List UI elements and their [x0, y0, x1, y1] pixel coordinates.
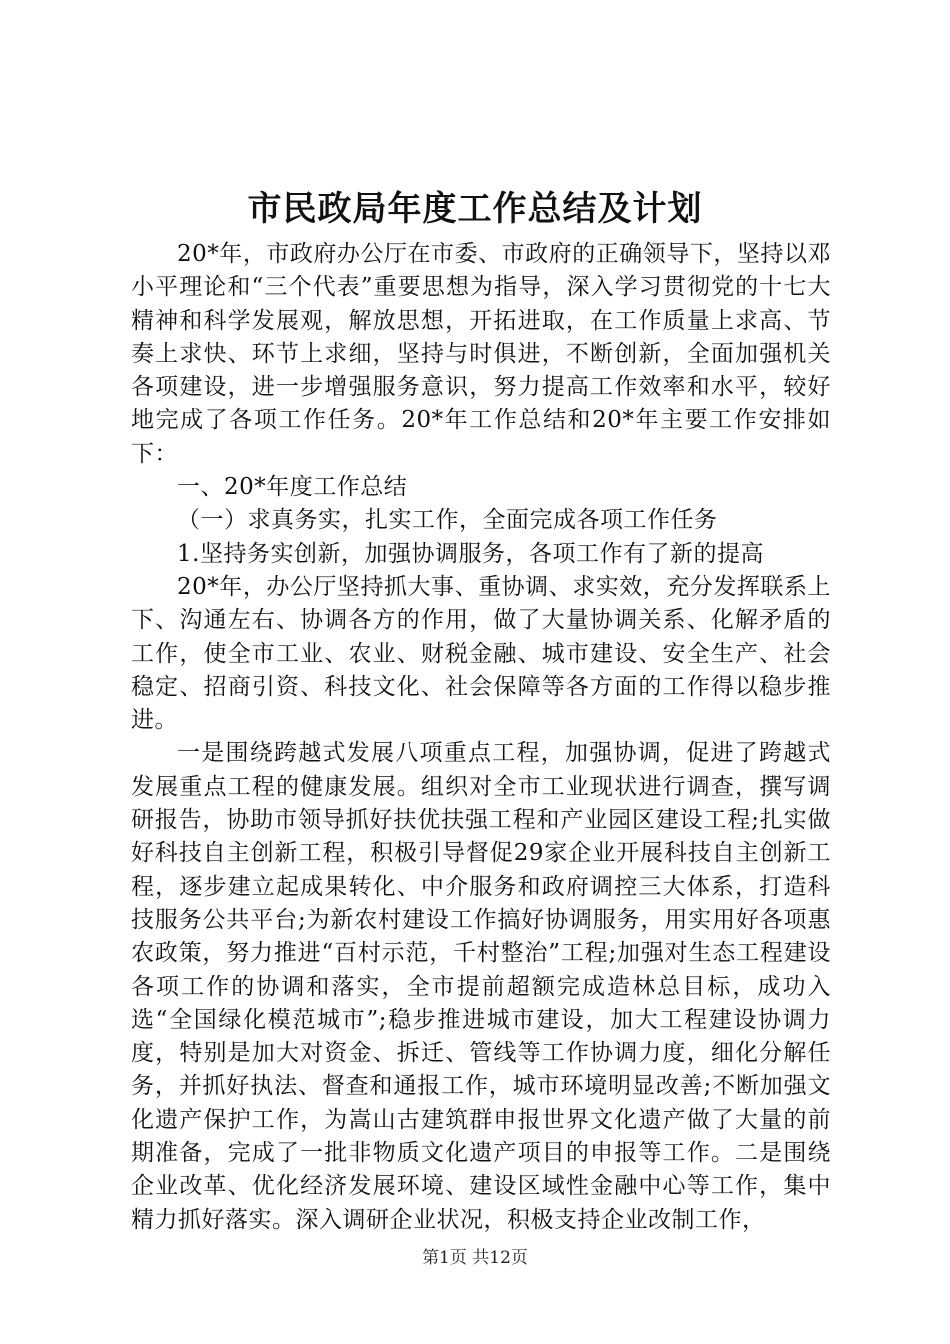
document-body [131, 238, 831, 1237]
paragraph-intro: 20*年，市政府办公厅在市委、市政府的正确领导下，坚持以邓小平理论和“三个代表”重要思想为指导，深入学习贯彻党的十七大精神和科学发展观，解放思想，开拓进取，在工作质量上求高、节奏上求快、环节上求细，坚持与时俱进，不断创新，全面加强机关各项建设，进一步增强服务意识，努力提高工作效率和水平，较好地完成了各项工作任务。20*年工作总结和20*年主要工作安排如下： [131, 241, 831, 467]
section-heading: 一、20*年度工作总结 [177, 474, 408, 501]
paragraph-details: 一是围绕跨越式发展八项重点工程，加强协调，促进了跨越式发展重点工程的健康发展。组织对全市工业现状进行调查，撰写调研报告，协助市领导抓好扶优扶强工程和产业园区建设工程;扎实做好科技自主创新工程，积极引导督促29家企业开展科技自主创新工程，逐步建立起成果转化、中介服务和政府调控三大体系，打造科技服务公共平台;为新农村建设工作搞好协调服务，用实用好各项惠农政策，努力推进“百村示范，千村整治”工程;加强对生态工程建设各项工作的协调和落实，全市提前超额完成造林总目标，成功入选“全国绿化模范城市”;稳步推进城市建设，加大工程建设协调力度，特别是加大对资金、拆迁、管线等工作协调力度，细化分解任务，并抓好执法、督查和通报工作，城市环境明显改善;不断加强文化遗产保护工作，为嵩山古建筑群申报世界文化遗产做了大量的前期准备，完成了一批非物质文化遗产项目的申报等工作。二是围绕企业改革、优化经济发展环境、建设区域性金融中心等工作，集中精力抓好落实。深入调研企业状况，积极支持企业改制工作， [131, 740, 831, 1233]
paragraph-overview: 20*年，办公厅坚持抓大事、重协调、求实效，充分发挥联系上下、沟通左右、协调各方的作用，做了大量协调关系、化解矛盾的工作，使全市工业、农业、财税金融、城市建设、安全生产、社会稳定、招商引资、科技文化、社会保障等各方面的工作得以稳步推进。 [131, 573, 831, 734]
item-heading: 1.坚持务实创新，加强协调服务，各项工作有了新的提高 [177, 540, 764, 567]
page-footer: 第1页 共12页 [422, 1248, 528, 1268]
subsection-heading: （一）求真务实，扎实工作，全面完成各项工作任务 [177, 507, 718, 534]
document-title: 市民政局年度工作总结及计划 [247, 189, 703, 229]
